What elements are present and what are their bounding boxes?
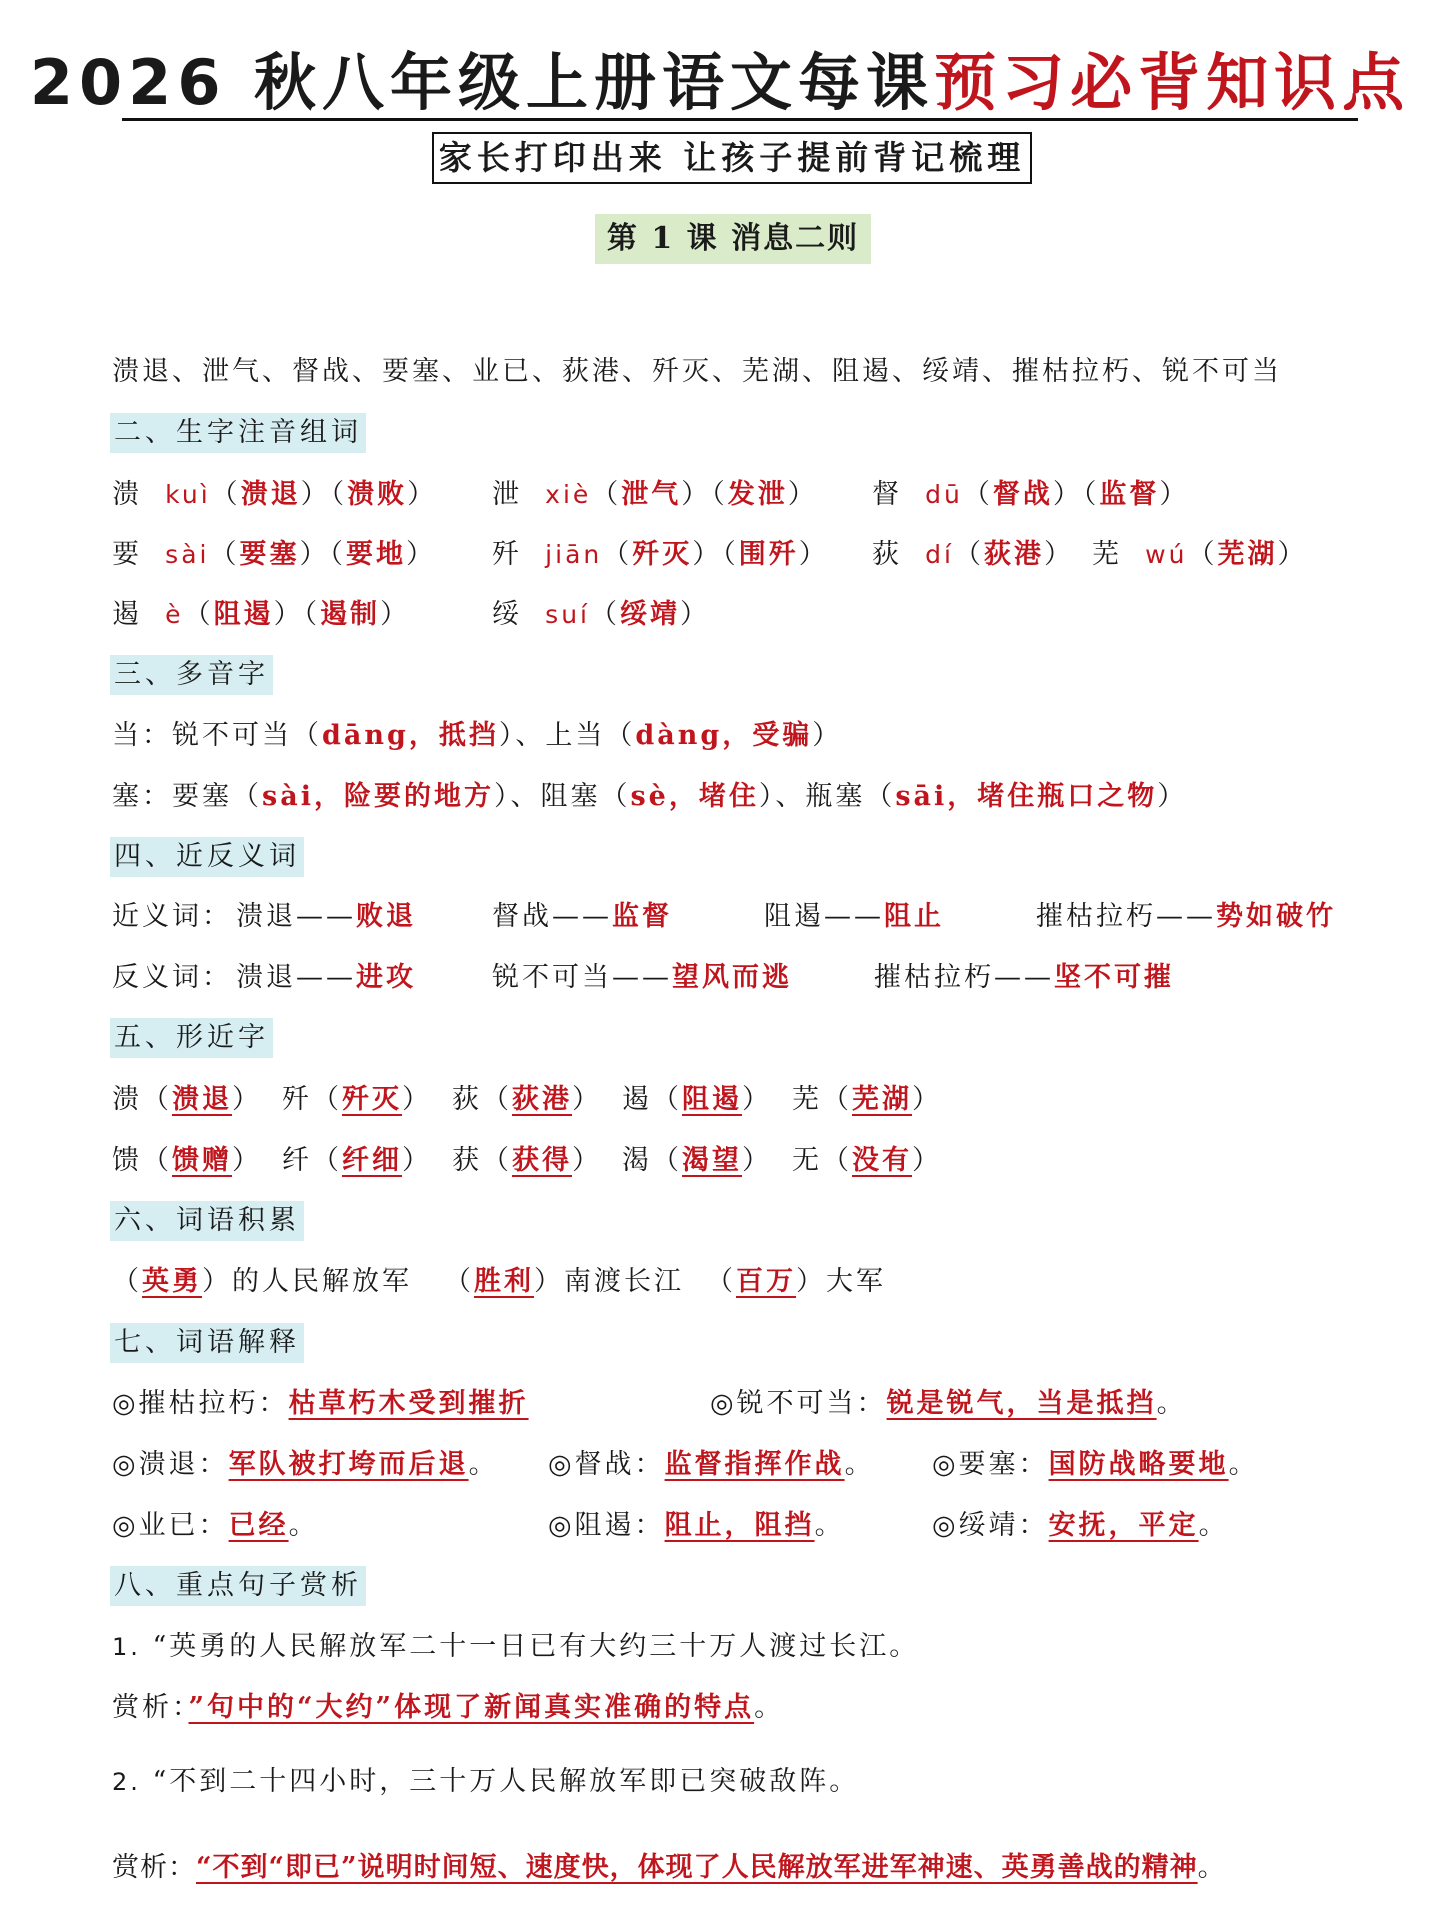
lesson-title: 第 1 课 消息二则 [595, 214, 871, 264]
subtitle-box: 家长打印出来 让孩子提前背记梳理 [432, 132, 1032, 184]
definition-row-1 [112, 1384, 1380, 1424]
definition-row-3 [112, 1506, 1380, 1546]
section-heading-pinyin: 二、生字注音组词 [110, 413, 366, 453]
definition-item: ◎要塞：国防战略要地。 [932, 1449, 1259, 1480]
similar-item: 无（没有） [792, 1145, 942, 1176]
page-title [0, 18, 1440, 148]
similar-item: 获（获得） [452, 1145, 602, 1176]
synonym-row [112, 897, 1380, 937]
sentence-2: 2. “不到二十四小时，三十万人民解放军即已突破敌阵。 [112, 1766, 860, 1797]
section-heading-similar-chars: 五、形近字 [110, 1018, 273, 1058]
pinyin-row-1 [112, 475, 1380, 515]
similar-item: 纤（纤细） [282, 1145, 432, 1176]
similar-row-2 [112, 1141, 1380, 1181]
pinyin-item: 泄 xiè（泄气）（发泄） [492, 479, 818, 510]
title-red-part: 预习必背知识点 [934, 46, 1411, 119]
pinyin-item: 遏 è（阻遏）（遏制） [112, 599, 411, 630]
pinyin-row-3 [112, 595, 1380, 635]
similar-item: 歼（歼灭） [282, 1084, 432, 1115]
section-heading-sentences: 八、重点句子赏析 [110, 1566, 366, 1606]
similar-item: 芜（芜湖） [792, 1084, 942, 1115]
definition-item: ◎绥靖：安抚，平定。 [932, 1510, 1229, 1541]
antonym-label: 反义词： [112, 962, 232, 993]
similar-item: 遏（阻遏） [622, 1084, 772, 1115]
section-heading-definitions: 七、词语解释 [110, 1323, 304, 1363]
pinyin-item: 溃 kuì（溃退）（溃败） [112, 479, 438, 510]
antonym-pair: 溃退——进攻 [236, 962, 416, 993]
synonym-pair: 溃退——败退 [236, 901, 416, 932]
definition-item: ◎摧枯拉朽：枯草朽木受到摧折 [112, 1388, 529, 1419]
antonym-row [112, 958, 1380, 998]
pinyin-item: 督 dū（督战）（监督） [872, 479, 1190, 510]
synonym-pair: 摧枯拉朽——势如破竹 [1036, 901, 1336, 932]
accumulation-item: （胜利）南渡长江 [444, 1266, 684, 1297]
accumulation-row [112, 1262, 1380, 1302]
pinyin-row-2 [112, 535, 1380, 575]
similar-item: 渴（渴望） [622, 1145, 772, 1176]
antonym-pair: 锐不可当——望风而逃 [492, 962, 792, 993]
definition-item: ◎督战：监督指挥作战。 [548, 1449, 875, 1480]
similar-row-1 [112, 1080, 1380, 1120]
section-heading-synonyms: 四、近反义词 [110, 837, 304, 877]
pinyin-item: 荻 dí（荻港） [872, 539, 1074, 570]
synonym-pair: 阻遏——阻止 [764, 901, 944, 932]
similar-item: 荻（荻港） [452, 1084, 602, 1115]
synonym-pair: 督战——监督 [492, 901, 672, 932]
title-underline [122, 118, 1358, 121]
definition-item: ◎阻遏：阻止，阻挡。 [548, 1510, 845, 1541]
pinyin-item: 芜 wú（芜湖） [1092, 539, 1308, 570]
definition-item: ◎溃退：军队被打垮而后退。 [112, 1449, 499, 1480]
section-heading-polyphone: 三、多音字 [110, 655, 273, 695]
analysis-1: 赏析：”句中的“大约”体现了新闻真实准确的特点。 [112, 1692, 785, 1723]
pinyin-item: 绥 suí（绥靖） [492, 599, 710, 630]
accumulation-item: （英勇）的人民解放军 [112, 1266, 412, 1297]
definition-item: ◎业已：已经。 [112, 1510, 319, 1541]
vocabulary-list: 溃退、泄气、督战、要塞、业已、荻港、歼灭、芜湖、阻遏、绥靖、摧枯拉朽、锐不可当 [112, 356, 1282, 387]
title-black-part: 2026 秋八年级上册语文每课 [29, 46, 935, 119]
synonym-label: 近义词： [112, 901, 232, 932]
sentence-1: 1. “英勇的人民解放军二十一日已有大约三十万人渡过长江。 [112, 1631, 920, 1662]
pinyin-item: 要 sài（要塞）（要地） [112, 539, 436, 570]
accumulation-item: （百万）大军 [706, 1266, 886, 1297]
definition-row-2 [112, 1445, 1380, 1485]
definition-item: ◎锐不可当：锐是锐气，当是抵挡。 [710, 1388, 1187, 1419]
polyphone-row-2: 塞：要塞（sài，险要的地方）、阻塞（sè，堵住）、瓶塞（sāi，堵住瓶口之物） [112, 781, 1188, 812]
section-heading-accumulation: 六、词语积累 [110, 1201, 304, 1241]
similar-item: 溃（溃退） [112, 1084, 262, 1115]
antonym-pair: 摧枯拉朽——坚不可摧 [874, 962, 1174, 993]
similar-item: 馈（馈赠） [112, 1145, 262, 1176]
pinyin-item: 歼 jiān（歼灭）（围歼） [492, 539, 829, 570]
polyphone-row-1: 当：锐不可当（dāng，抵挡）、上当（dàng，受骗） [112, 720, 843, 751]
analysis-2: 赏析：“不到“即已”说明时间短、速度快，体现了人民解放军进军神速、英勇善战的精神。 [112, 1852, 1226, 1883]
